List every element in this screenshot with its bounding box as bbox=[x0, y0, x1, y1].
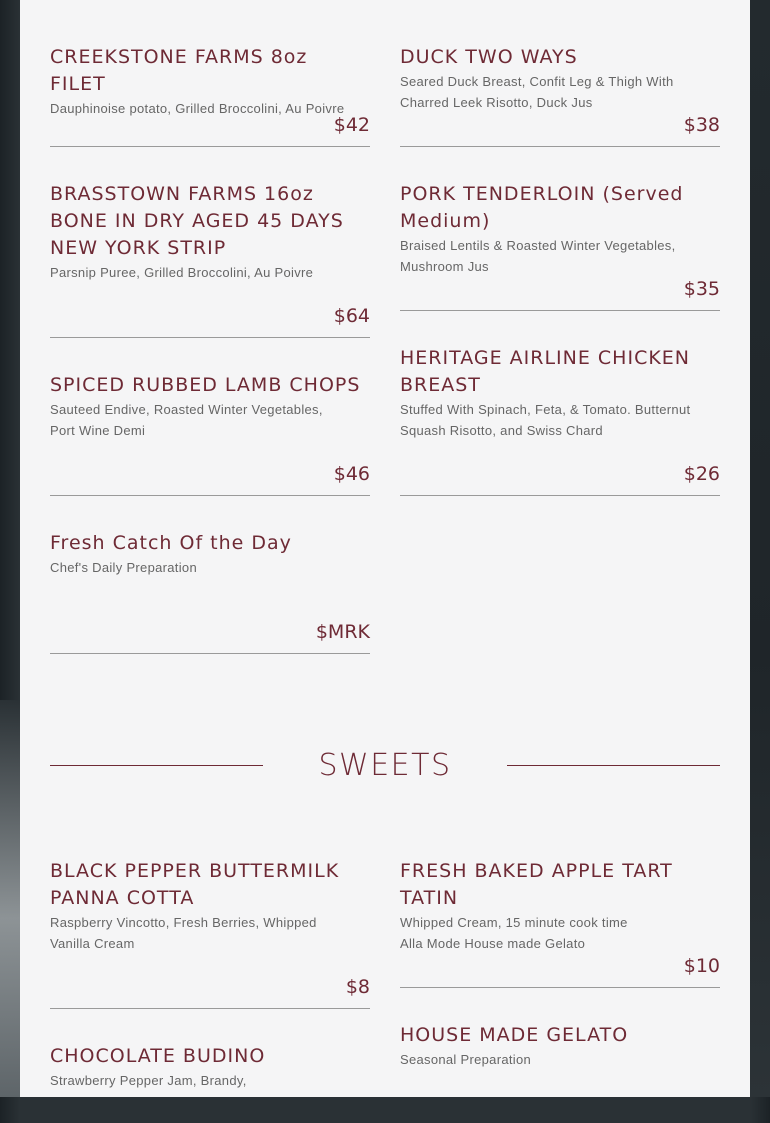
menu-item bbox=[50, 858, 370, 1009]
item-description: Whipped Cream, 15 minute cook time Alla Mode House made Gelato bbox=[400, 915, 628, 951]
item-description: Braised Lentils & Roasted Winter Vegetables, Mushroom Jus bbox=[400, 238, 676, 274]
item-name: BRASSTOWN FARMS 16oz BONE IN DRY AGED 45 DAYS NEW YORK STRIP bbox=[50, 183, 344, 259]
menu-item bbox=[400, 858, 720, 988]
item-description: Seared Duck Breast, Confit Leg & Thigh With Charred Leek Risotto, Duck Jus bbox=[400, 74, 674, 110]
item-name: PORK TENDERLOIN (Served Medium) bbox=[400, 183, 684, 232]
menu-panel bbox=[20, 0, 750, 1097]
item-name: HOUSE MADE GELATO bbox=[400, 1024, 629, 1046]
item-description: Sauteed Endive, Roasted Winter Vegetables, Port Wine Demi bbox=[50, 402, 323, 438]
item-price: $26 bbox=[683, 463, 720, 485]
item-price: $MRK bbox=[315, 621, 370, 643]
item-name: Fresh Catch Of the Day bbox=[50, 532, 292, 554]
item-name: SPICED RUBBED LAMB CHOPS bbox=[50, 374, 361, 396]
section-title-sweets: SWEETS bbox=[318, 748, 452, 783]
menu-item bbox=[50, 44, 370, 147]
item-name: DUCK TWO WAYS bbox=[400, 46, 578, 68]
menu-item bbox=[400, 181, 720, 311]
item-price: $38 bbox=[683, 114, 720, 136]
item-name: FRESH BAKED APPLE TART TATIN bbox=[400, 860, 673, 909]
menu-item bbox=[400, 44, 720, 147]
item-price: $8 bbox=[345, 976, 370, 998]
item-price: $35 bbox=[683, 278, 720, 300]
menu-item bbox=[400, 1022, 720, 1102]
menu-item bbox=[50, 181, 370, 338]
item-price: $42 bbox=[333, 114, 370, 136]
item-description: Chef's Daily Preparation bbox=[50, 560, 197, 575]
item-price: $64 bbox=[333, 305, 370, 327]
item-name: CREEKSTONE FARMS 8oz FILET bbox=[50, 46, 308, 95]
item-description: Stuffed With Spinach, Feta, & Tomato. Butternut Squash Risotto, and Swiss Chard bbox=[400, 402, 691, 438]
menu-item bbox=[50, 530, 370, 654]
item-name: CHOCOLATE BUDINO bbox=[50, 1045, 266, 1067]
menu-item bbox=[50, 372, 370, 496]
item-description: Dauphinoise potato, Grilled Broccolini, Au Poivre bbox=[50, 101, 345, 116]
item-price: $46 bbox=[333, 463, 370, 485]
item-name: HERITAGE AIRLINE CHICKEN BREAST bbox=[400, 347, 691, 396]
item-description: Raspberry Vincotto, Fresh Berries, Whipped Vanilla Cream bbox=[50, 915, 317, 951]
item-description: Seasonal Preparation bbox=[400, 1052, 532, 1067]
background-right bbox=[750, 0, 770, 1097]
item-description: Parsnip Puree, Grilled Broccolini, Au Poivre bbox=[50, 265, 314, 280]
item-name: BLACK PEPPER BUTTERMILK PANNA COTTA bbox=[50, 860, 340, 909]
menu-item bbox=[50, 1043, 370, 1123]
menu-item bbox=[400, 345, 720, 496]
item-price: $10 bbox=[683, 955, 720, 977]
item-description: Strawberry Pepper Jam, Brandy, bbox=[50, 1073, 247, 1088]
